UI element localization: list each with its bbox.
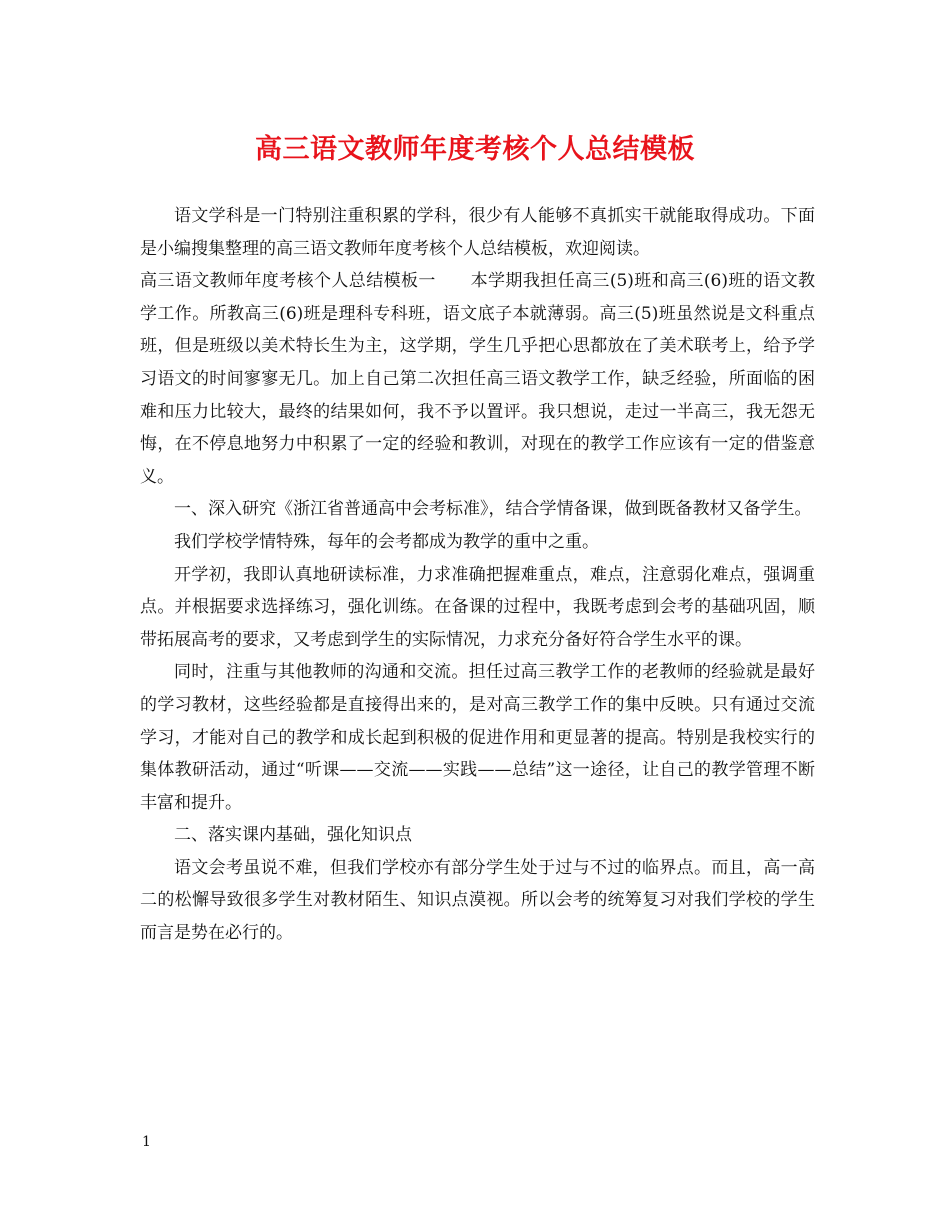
paragraph-intro: 语文学科是一门特别注重积累的学科，很少有人能够不真抓实干就能取得成功。下面是小编搜集整理的高三语文教师年度考核个人总结模板，欢迎阅读。 xyxy=(140,206,815,259)
document-title: 高三语文教师年度考核个人总结模板 xyxy=(255,134,695,165)
paragraph-semester-start: 开学初，我即认真地研读标准，力求准确把握难重点，难点，注意弱化难点，强调重点。并根据要求选择练习，强化训练。在备课的过程中，我既考虑到会考的基础巩固，顺带拓展高考的要求，又考虑到学生的实际情况，力求充分备好符合学生水平的课。 xyxy=(140,564,815,650)
paragraph-exam-review: 语文会考虽说不难，但我们学校亦有部分学生处于过与不过的临界点。而且，高一高二的松懈导致很多学生对教材陌生、知识点漠视。所以会考的统筹复习对我们学校的学生而言是势在必行的。 xyxy=(140,857,815,944)
page-number: 1 xyxy=(142,1134,151,1150)
paragraph-summary-one: 高三语文教师年度考核个人总结模板一 本学期我担任高三(5)班和高三(6)班的语文教学工作。所教高三(6)班是理科专科班，语文底子本就薄弱。高三(5)班虽然说是文科重点班，但是班级以美术特长生为主，这学期，学生几乎把心思都放在了美术联考上，给予学习语文的时间寥寥无几。加上自己第二次担任高三语文教学工作，缺乏经验，所面临的困难和压力比较大，最终的结果如何，我不予以置评。我只想说，走过一半高三，我无怨无悔，在不停息地努力中积累了一定的经验和教训，对现在的教学工作应该有一定的借鉴意义。 xyxy=(140,271,815,487)
paragraph-school-situation: 我们学校学情特殊，每年的会考都成为教学的重中之重。 xyxy=(174,531,599,552)
document-body xyxy=(140,200,815,950)
paragraph-communication: 同时，注重与其他教师的沟通和交流。担任过高三教学工作的老教师的经验就是最好的学习教材，这些经验都是直接得出来的，是对高三教学工作的集中反映。只有通过交流学习，才能对自己的教学和成长起到积极的促进作用和更显著的提高。特别是我校实行的集体教研活动，通过“听课——交流——实践——总结”这一途径，让自己的教学管理不断丰富和提升。 xyxy=(140,662,815,813)
paragraph-section-two-heading: 二、落实课内基础，强化知识点 xyxy=(174,825,412,846)
paragraph-section-one-heading: 一、深入研究《浙江省普通高中会考标准》，结合学情备课，做到既备教材又备学生。 xyxy=(174,499,812,520)
